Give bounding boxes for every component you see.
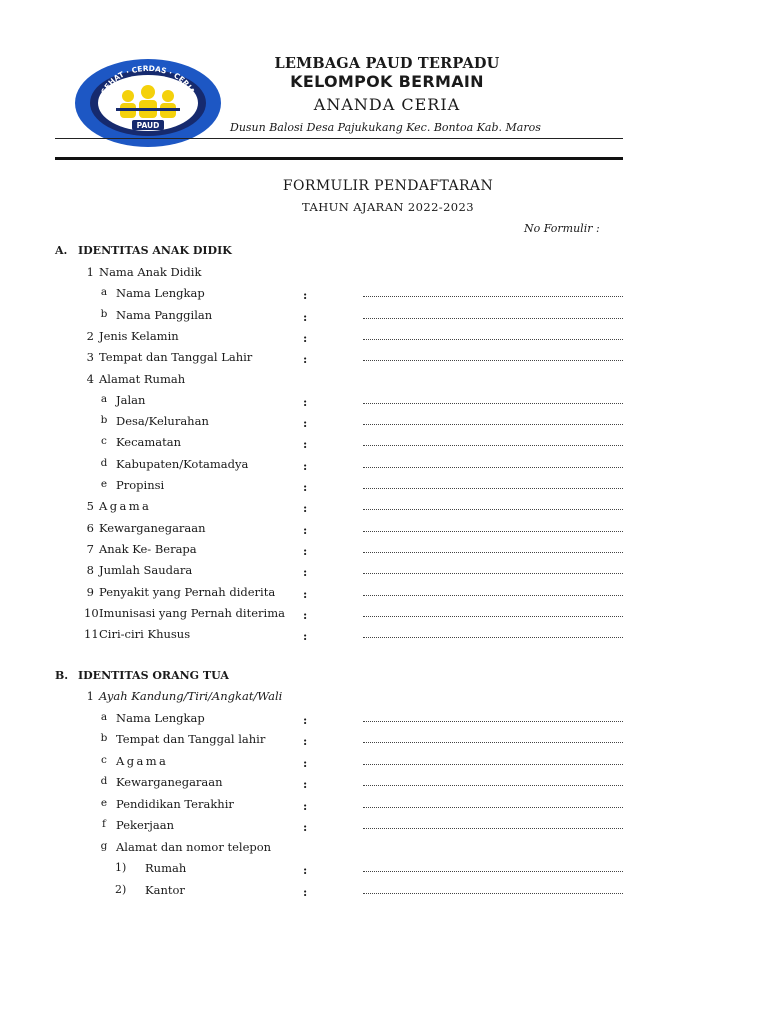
form-row xyxy=(0,414,768,432)
fill-in-line[interactable] xyxy=(363,764,623,765)
row-number: d xyxy=(100,775,108,787)
row-number: 6 xyxy=(86,520,94,535)
fill-in-line[interactable] xyxy=(363,531,623,532)
fill-in-line[interactable] xyxy=(363,488,623,489)
row-colon: : xyxy=(303,288,308,303)
row-number: e xyxy=(100,796,108,809)
row-colon: : xyxy=(303,863,308,877)
row-colon: : xyxy=(303,330,308,345)
row-colon: : xyxy=(303,586,308,601)
row-colon: : xyxy=(303,522,308,537)
header-divider-thin xyxy=(55,138,623,139)
row-number: 1 xyxy=(86,265,94,279)
form-row xyxy=(0,732,768,750)
row-number: b xyxy=(100,307,108,320)
row-number: c xyxy=(101,753,107,766)
row-number: 5 xyxy=(86,499,94,514)
logo-label: PAUD xyxy=(136,121,160,130)
org-name-line1: LEMBAGA PAUD TERPADU xyxy=(274,55,500,72)
row-label: Penyakit yang Pernah diderita xyxy=(99,584,276,599)
form-row xyxy=(0,775,768,793)
fill-in-line[interactable] xyxy=(363,785,623,786)
form-row xyxy=(0,861,768,879)
fill-in-line[interactable] xyxy=(363,721,623,722)
row-number: 3 xyxy=(86,350,94,365)
row-number: 10 xyxy=(84,605,99,620)
paud-logo xyxy=(74,58,222,148)
row-label: Alamat Rumah xyxy=(99,371,186,386)
row-number: c xyxy=(101,435,107,448)
row-number: e xyxy=(100,478,108,490)
form-row xyxy=(0,435,768,453)
row-colon: : xyxy=(303,480,308,494)
row-label: Nama Anak Didik xyxy=(99,265,202,279)
fill-in-line[interactable] xyxy=(363,318,623,319)
row-number: 1) xyxy=(115,861,127,874)
row-colon: : xyxy=(303,820,308,834)
form-year: TAHUN AJARAN 2022-2023 xyxy=(302,200,474,214)
form-number-label: No Formulir : xyxy=(524,222,600,235)
section-b-marker: B. xyxy=(55,669,69,682)
row-number: 2) xyxy=(115,882,127,896)
form-title: FORMULIR PENDAFTARAN xyxy=(282,178,494,194)
form-row xyxy=(0,372,768,390)
form-row xyxy=(0,883,768,901)
org-name-line2: KELOMPOK BERMAIN xyxy=(290,72,484,91)
row-colon: : xyxy=(303,458,308,473)
row-colon: : xyxy=(303,607,308,622)
fill-in-line[interactable] xyxy=(363,339,623,340)
row-number: d xyxy=(100,456,108,469)
row-label: Tempat dan Tanggal Lahir xyxy=(99,350,253,365)
form-row xyxy=(0,606,768,624)
row-colon: : xyxy=(303,734,308,748)
row-colon: : xyxy=(303,777,308,791)
row-number: 11 xyxy=(84,627,99,642)
form-row xyxy=(0,457,768,475)
row-label: Nama Panggilan xyxy=(116,307,213,322)
row-number: a xyxy=(100,392,108,405)
row-colon: : xyxy=(303,437,308,452)
row-label: Tempat dan Tanggal lahir xyxy=(116,732,266,746)
form-row xyxy=(0,265,768,283)
row-label: Pendidikan Terakhir xyxy=(116,796,234,811)
fill-in-line[interactable] xyxy=(363,573,623,574)
row-label: Anak Ke- Berapa xyxy=(99,541,197,556)
row-number: a xyxy=(100,710,108,723)
form-row xyxy=(0,689,768,707)
form-row xyxy=(0,711,768,729)
row-label: Imunisasi yang Pernah diterima xyxy=(99,605,285,620)
logo-arc-text: SEHAT · CERDAS · CERIA xyxy=(99,63,197,96)
form-row xyxy=(0,754,768,772)
row-colon: : xyxy=(303,394,308,409)
fill-in-line[interactable] xyxy=(363,467,623,468)
row-label: Nama Lengkap xyxy=(116,286,205,301)
form-row xyxy=(0,797,768,815)
fill-in-line[interactable] xyxy=(363,424,623,425)
row-colon: : xyxy=(303,565,308,580)
row-label: Propinsi xyxy=(116,478,165,492)
row-label: Nama Lengkap xyxy=(116,710,205,725)
row-colon: : xyxy=(303,712,308,727)
fill-in-line[interactable] xyxy=(363,871,623,872)
row-label: Jenis Kelamin xyxy=(99,328,179,343)
row-label: Desa/Kelurahan xyxy=(116,414,209,429)
row-colon: : xyxy=(303,629,308,644)
row-colon: : xyxy=(303,416,308,431)
row-number: 9 xyxy=(86,584,94,599)
fill-in-line[interactable] xyxy=(363,552,623,553)
row-number: a xyxy=(100,286,108,299)
section-a-marker: A. xyxy=(55,244,68,257)
fill-in-line[interactable] xyxy=(363,637,623,638)
fill-in-line[interactable] xyxy=(363,828,623,829)
org-name-line3: ANANDA CERIA xyxy=(313,95,461,114)
form-row xyxy=(0,350,768,368)
fill-in-line[interactable] xyxy=(363,807,623,808)
row-label: Ayah Kandung/Tiri/Angkat/Wali xyxy=(99,689,283,703)
fill-in-line[interactable] xyxy=(363,616,623,617)
row-colon: : xyxy=(303,543,308,558)
form-row xyxy=(0,585,768,603)
row-label: Alamat dan nomor telepon xyxy=(116,839,272,854)
row-number: b xyxy=(100,414,108,427)
form-row xyxy=(0,521,768,539)
row-colon: : xyxy=(303,798,308,813)
row-number: 2 xyxy=(86,328,94,343)
row-number: 1 xyxy=(86,689,94,703)
row-label: Kantor xyxy=(145,882,185,897)
fill-in-line[interactable] xyxy=(363,403,623,404)
row-label: Pekerjaan xyxy=(116,818,174,832)
form-row xyxy=(0,499,768,517)
row-number: b xyxy=(100,732,108,744)
row-label: Kewarganegaraan xyxy=(116,775,223,789)
row-label: Jumlah Saudara xyxy=(99,563,193,578)
row-number: 7 xyxy=(86,541,94,556)
row-label: Kewarganegaraan xyxy=(99,520,206,535)
form-row xyxy=(0,329,768,347)
org-address: Dusun Balosi Desa Pajukukang Kec. Bontoa Kab. Maros xyxy=(230,121,541,134)
fill-in-line[interactable] xyxy=(363,445,623,446)
fill-in-line[interactable] xyxy=(363,742,623,743)
row-number: 8 xyxy=(86,563,94,578)
row-number: f xyxy=(102,818,106,830)
form-row xyxy=(0,286,768,304)
form-row xyxy=(0,478,768,496)
form-row xyxy=(0,563,768,581)
row-label: Jalan xyxy=(116,392,146,407)
form-row xyxy=(0,818,768,836)
row-colon: : xyxy=(303,309,308,324)
row-colon: : xyxy=(303,884,308,899)
row-number: g xyxy=(100,839,108,852)
row-label: Kecamatan xyxy=(116,435,182,450)
row-colon: : xyxy=(303,352,308,367)
header-divider-thick xyxy=(55,157,623,160)
fill-in-line[interactable] xyxy=(363,360,623,361)
form-row xyxy=(0,627,768,645)
row-label: Agama xyxy=(116,753,169,768)
fill-in-line[interactable] xyxy=(363,509,623,510)
fill-in-line[interactable] xyxy=(363,893,623,894)
row-label: Rumah xyxy=(145,861,187,875)
row-label: Kabupaten/Kotamadya xyxy=(116,456,249,471)
form-row xyxy=(0,542,768,560)
form-row xyxy=(0,840,768,858)
form-row xyxy=(0,308,768,326)
form-row xyxy=(0,393,768,411)
row-label: Agama xyxy=(99,499,152,514)
section-b-title: IDENTITAS ORANG TUA xyxy=(78,669,229,682)
row-colon: : xyxy=(303,755,308,770)
section-a-title: IDENTITAS ANAK DIDIK xyxy=(78,244,232,257)
fill-in-line[interactable] xyxy=(363,595,623,596)
row-label: Ciri-ciri Khusus xyxy=(99,627,191,642)
row-number: 4 xyxy=(86,371,94,386)
row-colon: : xyxy=(303,501,308,516)
fill-in-line[interactable] xyxy=(363,296,623,297)
